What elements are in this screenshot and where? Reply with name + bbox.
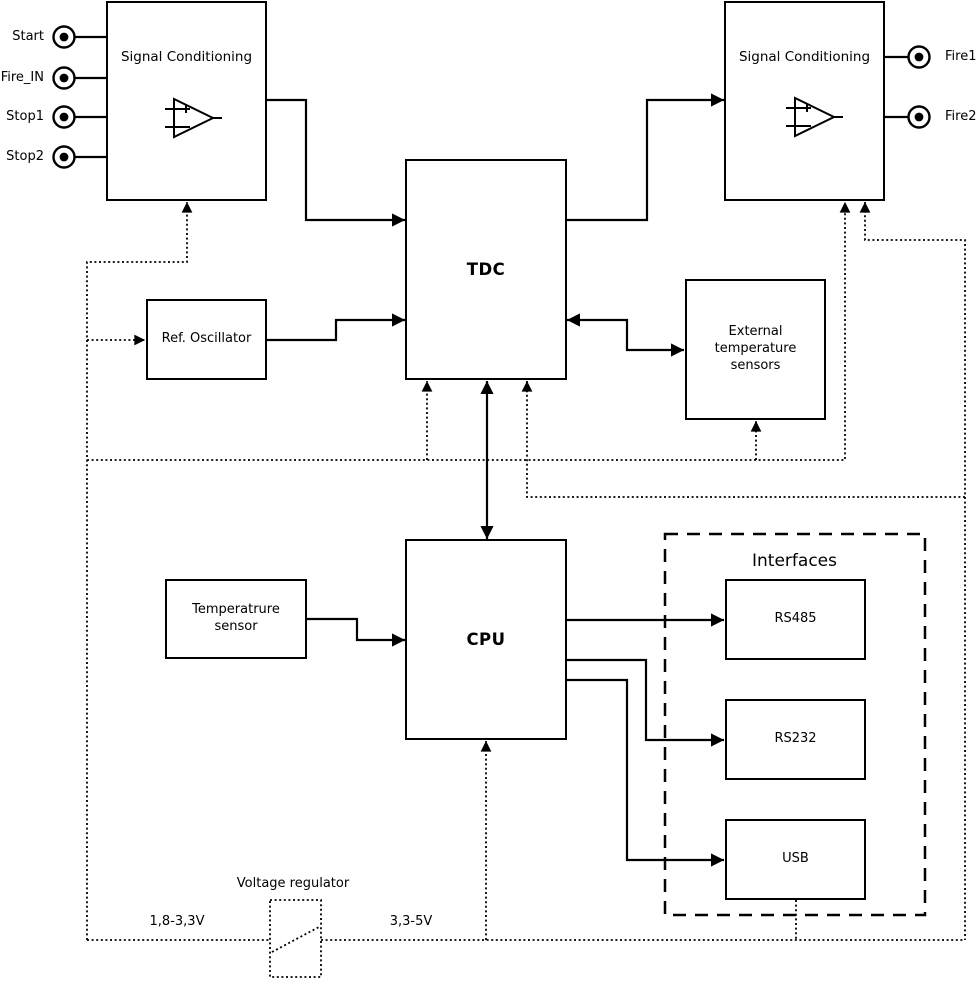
voltage-regulator-box (270, 900, 321, 977)
block-label: Temperatrure sensor (192, 602, 280, 634)
power-left-vertical-to-sc-left (87, 202, 187, 940)
output-label-fire1: Fire1 (945, 49, 977, 64)
block-label: RS485 (774, 611, 817, 627)
power-rail-1v8-3v3 (87, 202, 845, 460)
connector-stop1 (54, 107, 75, 128)
connector-fire-in (54, 68, 75, 89)
block-label: USB (782, 851, 809, 867)
wire-ref-osc-to-tdc (267, 320, 405, 340)
connector-start (54, 27, 75, 48)
wire-temp-sensor-to-cpu (307, 619, 405, 640)
opamp-icon (786, 98, 843, 136)
connector-fire1 (909, 47, 930, 68)
input-label-fire-in: Fire_IN (0, 70, 44, 85)
block-label: CPU (466, 629, 506, 649)
wire-sc-left-to-tdc (267, 100, 405, 220)
rail-label-3v3-5v: 3,3-5V (389, 914, 433, 929)
block-label: RS232 (774, 731, 817, 747)
connector-stop2 (54, 147, 75, 168)
voltage-regulator-label: Voltage regulator (236, 876, 350, 891)
input-label-start: Start (12, 29, 44, 44)
block-label: External temperature sensors (714, 324, 797, 373)
input-label-stop1: Stop1 (6, 109, 44, 124)
output-label-fire2: Fire2 (945, 109, 977, 124)
opamp-icon (165, 99, 222, 137)
block-label: TDC (466, 259, 506, 279)
interfaces-group-border (665, 534, 925, 915)
power-rail-3v3-branch (527, 202, 965, 497)
connector-fire2 (909, 107, 930, 128)
block-label: Signal Conditioning (738, 49, 871, 65)
wire-tdc-ext-temp-bidirectional (567, 320, 684, 350)
wire-cpu-to-rs232 (567, 660, 724, 740)
rail-label-1v8-3v3: 1,8-3,3V (149, 914, 205, 929)
interfaces-group-title: Interfaces (752, 551, 837, 571)
input-label-stop2: Stop2 (6, 149, 44, 164)
wire-tdc-to-sc-right (567, 100, 724, 220)
block-label: Ref. Oscillator (161, 331, 252, 347)
block-label: Signal Conditioning (120, 49, 253, 65)
voltage-regulator-diagonal (272, 927, 319, 952)
